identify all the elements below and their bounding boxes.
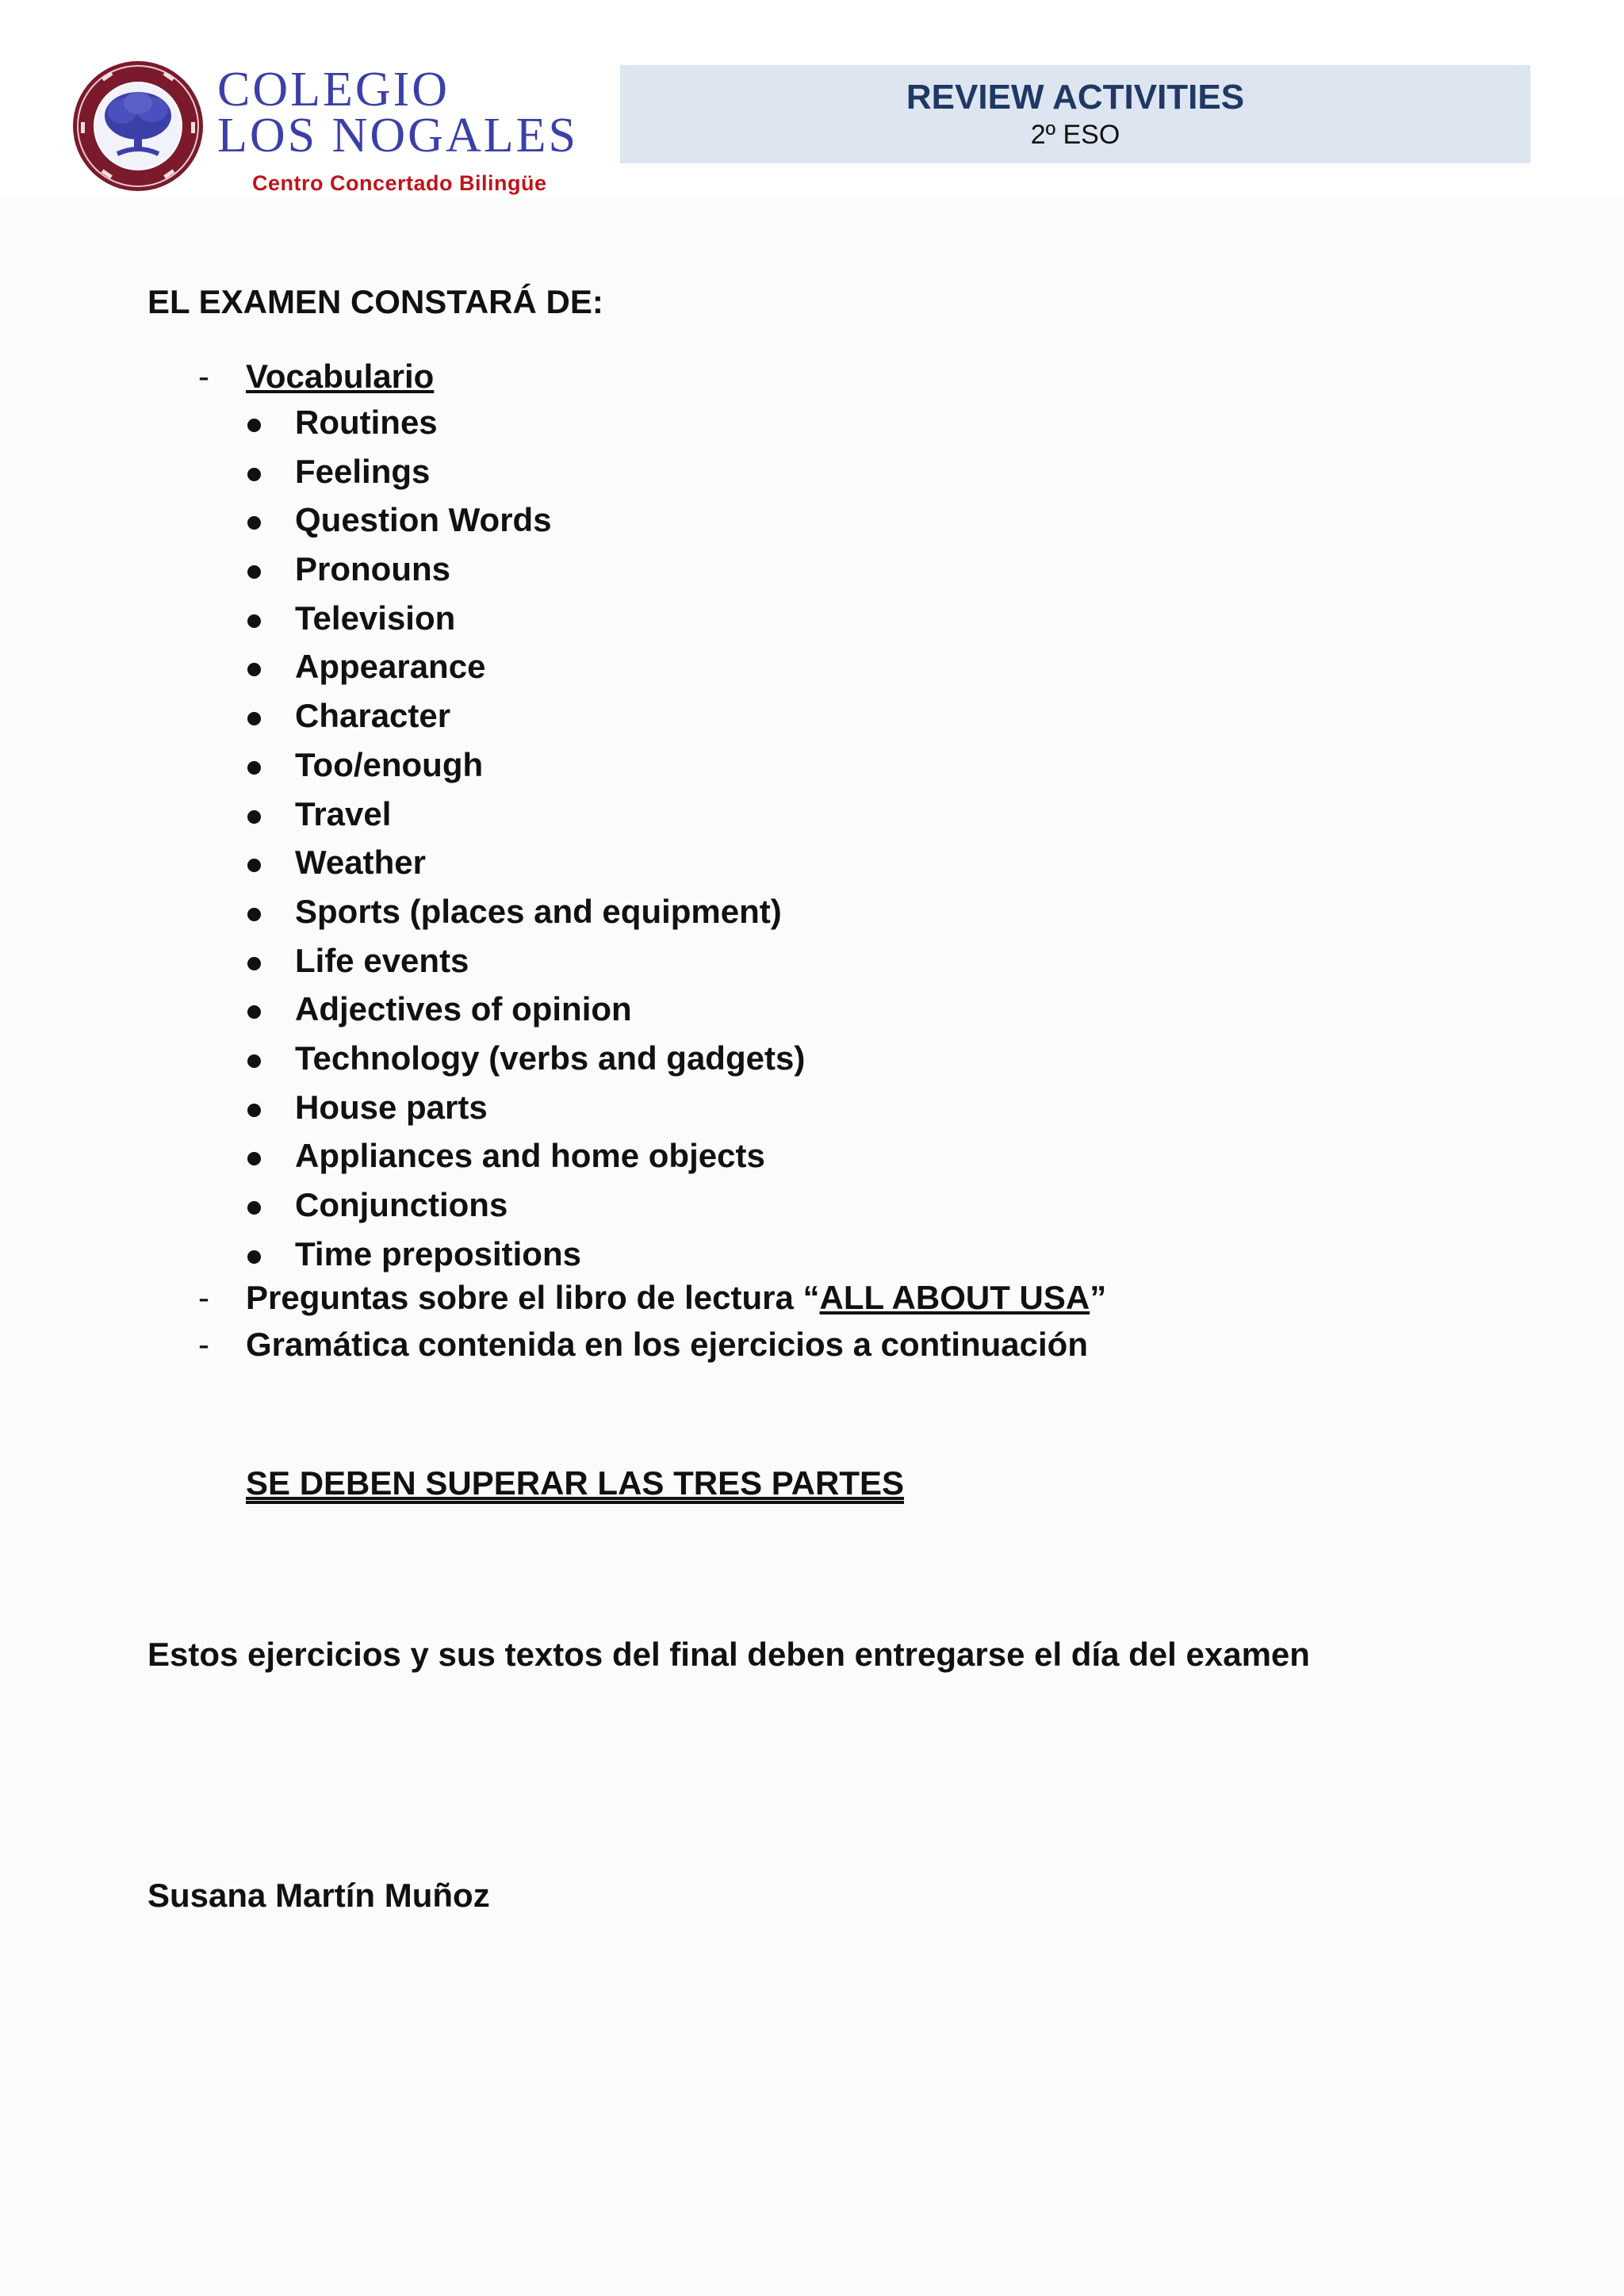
vocabulary-item-label: Television (295, 599, 456, 637)
vocabulary-item-label: Conjunctions (295, 1186, 508, 1223)
vocabulary-item-label: Technology (verbs and gadgets) (295, 1039, 806, 1077)
bullet-icon (247, 1005, 261, 1019)
exam-heading: EL EXAMEN CONSTARÁ DE: (147, 283, 603, 320)
bullet-icon (247, 1201, 261, 1215)
vocabulary-item-label: Travel (295, 794, 392, 832)
header-box (620, 65, 1530, 163)
bullet-icon (247, 468, 261, 481)
vocabulary-label: Vocabulario (246, 358, 435, 395)
bullet-icon (247, 761, 261, 775)
vocabulary-item-label: Sports (places and equipment) (295, 892, 782, 930)
vocabulary-item-label: Pronouns (295, 550, 450, 588)
header-title: REVIEW ACTIVITIES (906, 78, 1245, 117)
reading-item (246, 1275, 1106, 1321)
vocabulary-item-label: Life events (295, 941, 469, 979)
vocabulary-item-label: Appearance (295, 648, 486, 686)
bullet-icon (247, 419, 261, 432)
school-name (217, 63, 578, 163)
author-name: Susana Martín Muñoz (147, 1877, 490, 1914)
bullet-icon (247, 1104, 261, 1117)
must-pass-notice: SE DEBEN SUPERAR LAS TRES PARTES (246, 1464, 905, 1502)
vocabulary-item-label: House parts (295, 1088, 488, 1126)
delivery-note: Estos ejercicios y sus textos del final deben entregarse el día del examen (147, 1636, 1310, 1673)
vocabulary-item-label: Weather (295, 844, 426, 882)
dash-marker: - (198, 358, 209, 395)
bullet-icon (247, 859, 261, 872)
vocabulary-item-label: Character (295, 697, 451, 735)
bullet-icon (247, 957, 261, 970)
school-logo (70, 59, 593, 209)
bullet-icon (247, 908, 261, 921)
vocabulary-item-label: Time prepositions (295, 1234, 581, 1272)
bullet-icon (247, 1250, 261, 1264)
vocabulary-item-label: Feelings (295, 452, 431, 490)
vocabulary-item-label: Too/enough (295, 745, 484, 783)
reading-book-title: ALL ABOUT USA (819, 1279, 1090, 1316)
school-subtitle: Centro Concertado Bilingüe (252, 171, 547, 195)
grammar-item: Gramática contenida en los ejercicios a continuación (246, 1326, 1088, 1363)
bullet-icon (247, 712, 261, 725)
reading-open-quote: “ (802, 1279, 820, 1316)
reading-close-quote: ” (1090, 1279, 1107, 1316)
bullet-icon (247, 663, 261, 676)
bullet-icon (247, 1152, 261, 1165)
vocabulary-item-label: Appliances and home objects (295, 1137, 765, 1175)
vocabulary-item-label: Adjectives of opinion (295, 990, 632, 1028)
reading-prefix: Preguntas sobre el libro de lectura (246, 1279, 803, 1316)
bullet-icon (247, 1054, 261, 1068)
bullet-icon (247, 516, 261, 530)
school-name-line1: COLEGIO (217, 63, 450, 117)
school-seal-icon (70, 59, 206, 193)
school-name-line2: LOS NOGALES (217, 109, 578, 163)
header-subtitle: 2º ESO (1030, 120, 1120, 150)
dash-marker: - (198, 1326, 209, 1363)
bullet-icon (247, 565, 261, 579)
bullet-icon (247, 614, 261, 628)
bullet-icon (247, 810, 261, 824)
vocabulary-item-label: Question Words (295, 501, 552, 539)
vocabulary-item-label: Routines (295, 404, 438, 441)
dash-marker: - (198, 1279, 209, 1316)
